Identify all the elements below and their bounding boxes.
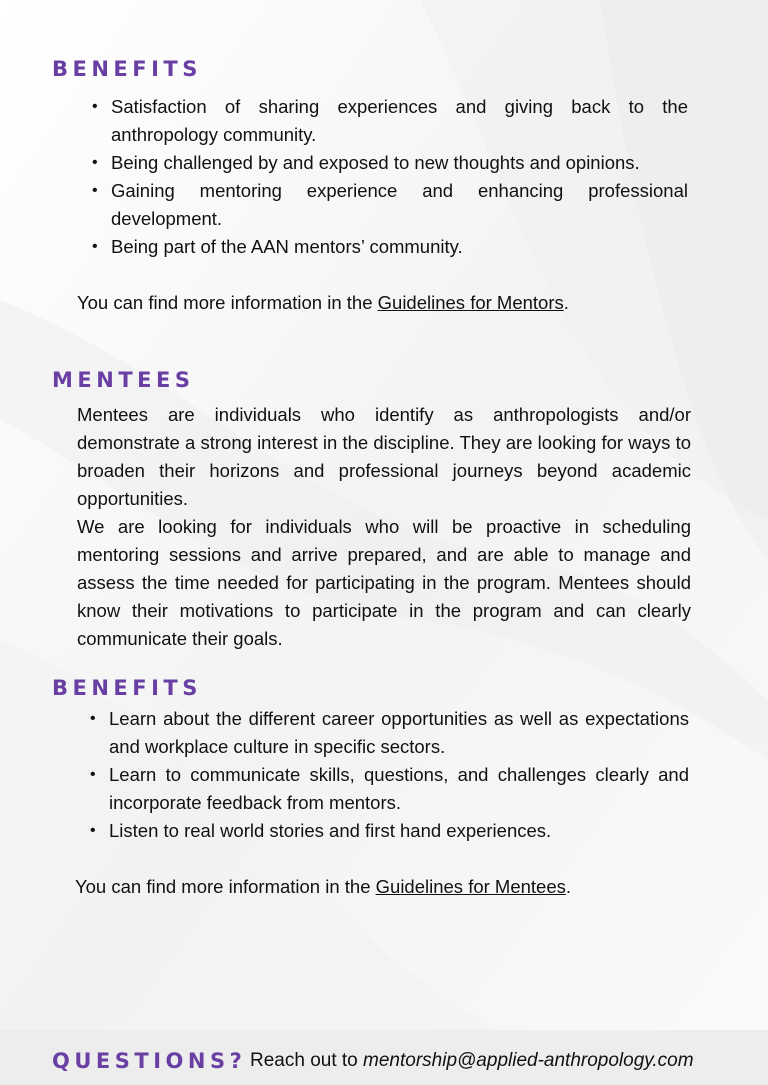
mentors-info-line bbox=[77, 289, 569, 317]
list-item: • Listen to real world stories and first hand experiences. bbox=[90, 817, 689, 845]
reach-out-text: Reach out to bbox=[250, 1050, 364, 1071]
mentors-benefits-list bbox=[92, 93, 688, 261]
info-suffix: . bbox=[563, 292, 569, 313]
mentees-heading: MENTEES bbox=[52, 368, 195, 392]
contact-line bbox=[250, 1050, 694, 1072]
list-item: • Being challenged by and exposed to new thoughts and opinions. bbox=[92, 149, 688, 177]
mentees-info-line bbox=[75, 873, 571, 901]
questions-label: QUESTIONS? bbox=[52, 1049, 247, 1073]
info-prefix: You can find more information in the bbox=[75, 876, 376, 897]
mentees-benefits-list bbox=[90, 705, 689, 845]
footer-bar bbox=[0, 1030, 768, 1085]
list-item: • Gaining mentoring experience and enhancing professional development. bbox=[92, 177, 688, 233]
list-item: • Being part of the AAN mentors’ community. bbox=[92, 233, 688, 261]
info-prefix: You can find more information in the bbox=[77, 292, 378, 313]
list-item: • Learn about the different career opportunities as well as expectations and workplace culture in specific sectors. bbox=[90, 705, 689, 761]
mentees-paragraph-2: We are looking for individuals who will be proactive in scheduling mentoring sessions and arrive prepared, and are able to manage and assess the time needed for participating in the program. Mentees should know their motivations to participate in the program and can clearly communicate their goals. bbox=[77, 516, 691, 649]
guidelines-for-mentors-link[interactable]: Guidelines for Mentors bbox=[377, 292, 564, 313]
mentees-benefits-heading: BENEFITS bbox=[52, 676, 202, 700]
mentors-benefits-heading: BENEFITS bbox=[52, 57, 202, 81]
list-item: • Satisfaction of sharing experiences and giving back to the anthropology community. bbox=[92, 93, 688, 149]
info-suffix: . bbox=[565, 876, 572, 897]
mentees-paragraph-1: Mentees are individuals who identify as anthropologists and/or demonstrate a strong interest in the discipline. They are looking for ways to broaden their horizons and professional journeys beyond academic opportunities. bbox=[77, 404, 691, 509]
guidelines-for-mentees-link[interactable]: Guidelines for Mentees bbox=[375, 876, 566, 897]
contact-email[interactable]: mentorship@applied-anthropology.com bbox=[363, 1050, 694, 1071]
list-item: • Learn to communicate skills, questions, and challenges clearly and incorporate feedback from mentors. bbox=[90, 761, 689, 817]
